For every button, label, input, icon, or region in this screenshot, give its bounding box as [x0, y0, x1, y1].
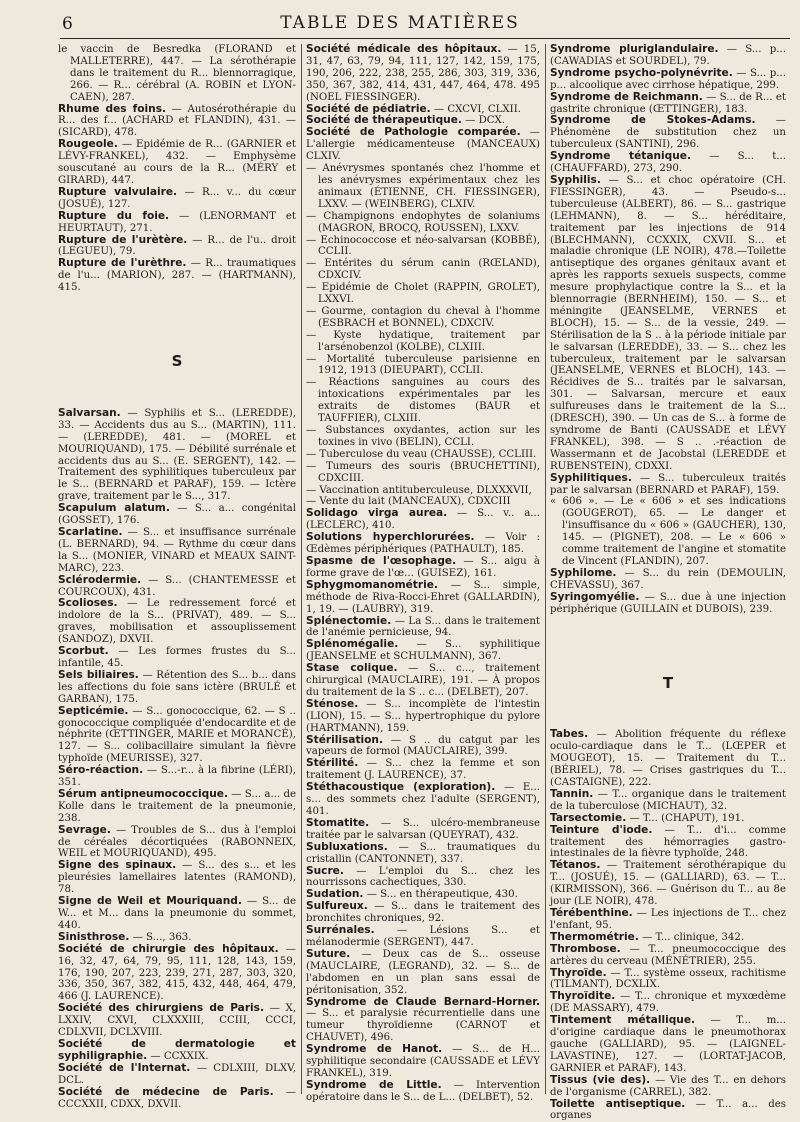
index-text: — Mortalité tuberculeuse parisienne en 1912, 1913 (DIEUPART), CCLII. [306, 354, 540, 377]
index-text: — CDLXIII, DLXV, DCL. [58, 1063, 296, 1086]
index-entry [306, 699, 540, 735]
index-headword: Tétanos. [550, 859, 600, 871]
index-column-1 [58, 44, 296, 1094]
index-headword: Société de l'Internat. [58, 1062, 190, 1074]
index-entry [550, 789, 786, 813]
index-text: — R... de l'u.. droit (LEGUEU), 79. [58, 235, 296, 258]
index-headword: Rupture de l'urètère. [58, 234, 187, 246]
index-entry [550, 1099, 786, 1122]
index-text: — T... a... des organes [550, 1099, 786, 1122]
section-letter-s: S [58, 356, 296, 368]
index-headword: Tissus (vie des). [550, 1074, 650, 1086]
index-headword: Syndrome de Reichmann. [550, 91, 703, 103]
index-entry [306, 901, 540, 925]
index-entry [58, 789, 296, 825]
index-text: — Lésions S... et mélanodermie (SERGENT), 447. [306, 925, 540, 948]
index-headword: Salvarsan. [58, 407, 121, 419]
index-headword: Thermométrie. [550, 931, 639, 943]
index-entry [550, 825, 786, 861]
index-text: — T... chronique et myxœdème (DE MASSARY), 479. [550, 991, 786, 1014]
index-text: — Abolition fréquente du réflexe oculo-cardiaque dans le T... (LŒPER et MOUGEOT), 15. — Traitement du T... (BÉRIEL), 78. — Crises gastriques du T... (CASTAIGNE), 222. [550, 729, 786, 788]
index-headword: Spasme de l'œsophage. [306, 555, 456, 567]
index-text: — T... m... d'origine cardiaque dans le pneumothorax gauche (GALLIARD), 95. — (LAIGNEL-LAVASTINE), 127. — (LORTAT-JACOB, GARNIER et PARAF), 143. [550, 1015, 786, 1074]
index-text: — S... chez la femme et son traitement (J. LAURENCE), 37. [306, 758, 540, 781]
index-text: — S... ulcéro-membraneuse traitée par le salvarsan (QUEYRAT), 432. [306, 818, 540, 841]
index-text: — S... de R... et gastrite chronique (ŒTTINGER), 183. [550, 92, 786, 115]
index-text: — S... du rein (DEMOULIN, CHEVASSU), 367. [550, 568, 786, 591]
index-entry [58, 1039, 296, 1063]
index-entry [550, 44, 786, 68]
index-entry [306, 508, 540, 532]
index-entry [550, 991, 786, 1015]
index-text: « 606 ». — Le « 606 » et ses indications (GOUGEROT), 65. — Le danger et l'insuffisance du « 606 » (GAUCHER), 130, 145. — (PIGNET), 208. — Le « 606 » comme traitement de l'angine et stomatite de Vincent (FLANDIN), 207. [550, 496, 786, 567]
index-headword: Société de chirurgie des hôpitaux. [58, 943, 279, 955]
index-entry [58, 765, 296, 789]
index-entry [550, 592, 786, 616]
index-text: — S... en thérapeutique, 430. [363, 889, 517, 900]
index-text: — La S... dans le traitement de l'anémie pernicieuse, 94. [306, 616, 540, 639]
index-text: — Réactions sanguines au cours des intoxications expérimentales par les extraits de distomes (BAUR et TAUFFIER), CLXIII. [306, 377, 540, 424]
index-entry [550, 1015, 786, 1075]
index-entry [58, 825, 296, 861]
index-headword: Syringomyélie. [550, 591, 639, 603]
index-text: — Tumeurs des souris (BRUCHETTINI), CDXCIII. [306, 461, 540, 484]
index-headword: Syndrome de Little. [306, 1079, 442, 1091]
index-text: — Epidémie de Cholet (RAPPIN, GROLET), LXXVI. [306, 282, 540, 305]
index-text: — S... t... (CHAUFFARD), 273, 290. [550, 151, 786, 174]
index-entry [306, 639, 540, 663]
index-headword: Thrombose. [550, 943, 621, 955]
index-entry [550, 92, 786, 116]
index-headword: Société médicale des hôpitaux. [306, 43, 501, 55]
index-headword: Teinture d'iode. [550, 824, 652, 836]
index-entry [550, 175, 786, 473]
index-text: — S... a... de Kolle dans le traitement de la pneumonie, 238. [58, 789, 296, 824]
index-entry [306, 758, 540, 782]
index-entry [306, 616, 540, 640]
index-text: — Intervention opératoire dans le S... de L... (DELBET), 52. [306, 1080, 540, 1103]
index-text: le vaccin de Besredka (FLORAND et MALLETERRE), 447. — La sérothérapie dans le traitement du R... blennorragique, 266. — R... cérébral (A. ROBIN et LYON-CAEN), 287. [58, 44, 296, 103]
index-text: — S... de H... syphilitique secondaire (CAUSSADE et LÉVY FRANKEL), 319. [306, 1044, 540, 1079]
index-headword: Rupture du foie. [58, 210, 169, 222]
index-text: — 15, 31, 47, 63, 79, 94, 111, 127, 142, 159, 175, 190, 206, 222, 238, 255, 286, 303, 319, 336, 350, 367, 382, 414, 431, 447, 464, 478. 495 (NOEL FIESSINGER). [306, 44, 540, 103]
index-headword: Solutions hyperchlorurées. [306, 531, 475, 543]
index-headword: Rupture valvulaire. [58, 186, 177, 198]
index-headword: Stomatite. [306, 817, 369, 829]
index-text: — S... v.. a... (LECLERC), 410. [306, 508, 540, 531]
index-headword: Sinisthrose. [58, 931, 129, 943]
index-text: — Voir : Œdèmes périphériques (PATHAULT), 185. [306, 532, 540, 555]
index-text: — Syphilis et S... (LEREDDE), 33. — Accidents dus au S... (MARTIN), 111. — (LEREDDE), 481. — (MOREL et MOURIQUAND), 175. — Débilité surrénale et accidents dus au S... (E. SERGENT), 142. — Traitement des syphilitiques tuberculeux par le S... (BERNARD et PARAF), 159. — Ictère grave, traitement par le S..., 317. [58, 408, 296, 502]
index-headword: Sténose. [306, 698, 358, 710]
index-headword: Scorbut. [58, 645, 109, 657]
index-headword: Scapulum alatum. [58, 502, 170, 514]
page-header [0, 0, 800, 40]
index-headword: Thyroïdite. [550, 990, 615, 1002]
index-entry [306, 818, 540, 842]
index-headword: Société de dermatologie et syphiligraphie. [58, 1038, 296, 1062]
index-entry [306, 1044, 540, 1080]
index-entry [306, 211, 540, 235]
index-text: — Epidémie de R... (GARNIER et LÉVY-FRANKEL), 432. — Emphysème souscutané au cours de la R... (MÉRY et GIRARD), 447. [58, 139, 296, 186]
index-text: — S... et paralysie récurrentielle dans une tumeur thyroïdienne (CARNOT et CHAUVET), 496. [306, 1008, 540, 1043]
index-entry [306, 485, 540, 497]
index-text: — Troubles de S... dus à l'emploi de céréales décortiquées (RABONNEIX, WEIL et MOURIQUAND), 495. [58, 825, 296, 860]
index-text: — S... incomplète de l'intestin (LION), 15. — S... hypertrophique du pylore (HARTMANN), 159. [306, 699, 540, 734]
index-entry [58, 503, 296, 527]
index-entry [306, 354, 540, 378]
index-text: — S... simple, méthode de Riva-Rocci-Ehret (GALLARDIN), 1, 19. — (LAUBRY), 319. [306, 580, 540, 615]
index-text: — Traitement sérothérapique du T... (JOSUÉ), 15. — (GALLIARD), 63. — T... (KIRMISSON), 366. — Guérison du T... au 8e jour (LE NOIR), 478. [550, 860, 786, 907]
index-text: — S... et choc opératoire (CH. FIESSINGER), 43. — Pseudo-s... tuberculeuse (ALBERT), 86. — S... gastrique (LEHMANN), 8. — S... héréditaire, traitement par les injections de 914 (BLECHMANN), CCXXIX, CXVII. S... et maladie chronique (LE NOIR), 478.—Toilette antiseptique des organes génitaux avant et après les rapports sexuels suspects, comme mesure prophylactique contre la S... et la blennorragie (BERNHEIM), 150. — S... et méningite (JEANSELME, VERNES et BLOCH), 15. — S... de la vessie, 249. — Stérilisation de la S .. à la période initiale par le salvarsan (LEREDDE), 33. — S... chez les tuberculeux, traitement par le salvarsan (JEANSELME, VERNES et BLOCH), 143. — Récidives de S... traités par le salvarsan, 301. — Salvarsan, mercure et eaux sulfureuses dans le traitement de la S... (DRESCH), 390. — Un cas de S... à forme de syndrome de Banti (CAUSSADE et LÉVY FRANKEL), 398. — S .. .-réaction de Wassermann et de Jacobstal (LEREDDE et RUBENSTEIN), CDXXI. [550, 175, 786, 472]
index-text: — Tuberculose du veau (CHAUSSE), CCLIII. [306, 449, 536, 460]
index-entry [306, 235, 540, 259]
index-headword: Société de médecine de Paris. [58, 1086, 274, 1098]
index-headword: Toilette antiseptique. [550, 1098, 685, 1110]
index-headword: Syndrome de Hanot. [306, 1043, 442, 1055]
index-headword: Sérum antipneumococcique. [58, 788, 228, 800]
index-headword: Solidago virga aurea. [306, 507, 447, 519]
index-text: — S... traumatiques du cristallin (CANTONNET), 337. [306, 842, 540, 865]
index-entry [58, 1063, 296, 1087]
index-text: — S... syphilitique (JEANSELME et SCHULMANN), 367. [306, 639, 540, 662]
index-headword: Syndrome de Claude Bernard-Horner. [306, 996, 540, 1008]
index-text: — CCCXXII, CDXX, DXVII. [58, 1087, 296, 1110]
index-entry [550, 473, 786, 497]
index-entry [550, 860, 786, 908]
index-text: — Vaccination antituberculeuse, DLXXXVII, [306, 485, 532, 496]
index-headword: Société de pédiatrie. [306, 103, 431, 115]
index-text: — CCXXIX. [147, 1051, 208, 1062]
index-entry [58, 598, 296, 646]
index-text: — T... (CHAPUT), 191. [626, 813, 744, 824]
index-headword: Stérilité. [306, 757, 358, 769]
index-entry [306, 282, 540, 306]
index-headword: Signe de Weil et Mouriquand. [58, 895, 242, 907]
index-text: — T... système osseux, rachitisme (TILMANT), DCXLIX. [550, 968, 786, 991]
index-text: — CXCVI, CLXII. [431, 104, 521, 115]
index-entry [306, 782, 540, 818]
index-text: — S... p... p... alcoolique avec cirrhose hépatique, 299. [550, 68, 786, 91]
index-entry [550, 729, 786, 789]
index-entry [306, 44, 540, 104]
index-text: — T... d'i... comme traitement des hémorragies gastro-intestinales de la fièvre typhoïde, 248. [550, 825, 786, 860]
index-text: — S... a... congénital (GOSSET), 176. [58, 503, 296, 526]
index-headword: Signe des spinaux. [58, 859, 176, 871]
index-entry [550, 568, 786, 592]
index-entry [306, 163, 540, 211]
index-entry [306, 842, 540, 866]
index-headword: Tarsectomie. [550, 812, 626, 824]
index-entry [58, 1087, 296, 1111]
index-entry [306, 866, 540, 890]
index-entry [550, 115, 786, 151]
index-entry [58, 408, 296, 503]
index-entry [550, 151, 786, 175]
index-entry [58, 646, 296, 670]
index-text: — Les injections de T... chez l'enfant, 95. [550, 908, 786, 931]
index-text: — S... gonococcique, 62. — S .. gonococcique compliquée d'endocardite et de néphrite (ŒTTINGER, MARIE et MORANCÉ), 127. — S... colibacillaire simulant la fièvre typhoïde (MEURISSE), 327. [58, 706, 296, 765]
index-entry [58, 527, 296, 575]
index-entry [58, 139, 296, 187]
index-entry [58, 211, 296, 235]
index-entry [58, 235, 296, 259]
page-number: 6 [62, 14, 73, 34]
index-headword: Splénomégalie. [306, 638, 398, 650]
index-text: — Le redressement forcé et indolore de la S... (PRIVAT), 489. — S... graves, mobilisation et assouplissement (SANDOZ), DXVII. [58, 598, 296, 645]
index-entry [58, 670, 296, 706]
index-text: — L'allergie médicamenteuse (MANCEAUX) CLXIV. [306, 127, 540, 162]
index-entry [306, 377, 540, 425]
index-text: — S... aigu à forme grave de l'œ... (GUISEZ), 161. [306, 556, 540, 579]
index-entry [58, 187, 296, 211]
index-text: — Entérites du sérum canin (RŒLAND), CDXCIV. [306, 258, 540, 281]
index-headword: Sevrage. [58, 824, 111, 836]
index-text: — R... traumatiques de l'u... (MARION), 287. — (HARTMANN), 415. [58, 258, 296, 293]
index-text: — R... v... du cœur (JOSUÉ), 127. [58, 187, 296, 210]
index-text: — S...-r... à la fibrine (LÉRI), 351. [58, 765, 296, 788]
index-headword: Scarlatine. [58, 526, 123, 538]
index-text: — Echinococcose et néo-salvarsan (KOBBÉ), CCLII. [306, 235, 540, 258]
index-headword: Syphilitiques. [550, 472, 632, 484]
index-headword: Tannin. [550, 788, 593, 800]
index-entry [306, 1080, 540, 1104]
index-entry [306, 735, 540, 759]
index-headword: Sclérodermie. [58, 574, 141, 586]
index-headword: Suture. [306, 948, 350, 960]
index-entry [550, 1075, 786, 1099]
index-entry [306, 449, 540, 461]
index-headword: Tintement métallique. [550, 1014, 695, 1026]
index-headword: Stéthacoustique (exploration). [306, 781, 495, 793]
index-text: — Anévrysmes spontanés chez l'homme et les anévrysmes expérimentaux chez les animaux (ÉTIENNE, CH. FIESSINGER), LXXV. — (WEINBERG), CLXIV. [306, 163, 540, 210]
index-headword: Sulfureux. [306, 900, 368, 912]
index-headword: Stérilisation. [306, 734, 383, 746]
index-entry [306, 997, 540, 1045]
index-headword: Société de thérapeutique. [306, 114, 462, 126]
index-entry [58, 575, 296, 599]
header-rule [60, 38, 790, 39]
index-entry [550, 68, 786, 92]
index-entry [58, 258, 296, 294]
index-text: — Autosérothérapie du R... des f... (ACHARD et FLANDIN), 431. — (SICARD), 478. [58, 104, 296, 139]
index-text: — S... et insuffisance surrénale (L. BERNARD), 94. — Rythme du cœur dans la S... (MONIER, VINARD et MEAUX SAINT-MARC), 223. [58, 527, 296, 574]
index-headword: Séro-réaction. [58, 764, 143, 776]
index-entry [550, 496, 786, 567]
index-text: — Vente du lait (MANCEAUX), CDXCIII [306, 496, 511, 507]
index-text: — E... s... des sommets chez l'adulte (SERGENT), 401. [306, 782, 540, 817]
index-entry [306, 127, 540, 163]
index-column-3 [550, 44, 786, 1094]
index-headword: Scolioses. [58, 597, 118, 609]
index-entry [306, 925, 540, 949]
index-headword: Subluxations. [306, 841, 388, 853]
index-text: — S... dans le traitement des bronchites chroniques, 92. [306, 901, 540, 924]
index-entry [306, 306, 540, 330]
index-headword: Térébenthine. [550, 907, 633, 919]
column-divider [301, 44, 302, 1094]
index-headword: Splénectomie. [306, 615, 391, 627]
index-headword: Surrénales. [306, 924, 375, 936]
index-text: — Phénomène de substitution chez un tuberculeux (SANTINI), 296. [550, 115, 786, 150]
index-entry [58, 44, 296, 104]
index-entry [58, 1003, 296, 1039]
index-entry [306, 532, 540, 556]
index-headword: Sphygmomanométrie. [306, 579, 438, 591]
index-headword: Rougeole. [58, 138, 118, 150]
index-entry [58, 706, 296, 766]
index-headword: Syndrome pluriglandulaire. [550, 43, 719, 55]
section-letter-t: T [550, 678, 786, 690]
index-entry [58, 944, 296, 1004]
index-entry [306, 425, 540, 449]
index-entry [550, 968, 786, 992]
index-entry [306, 580, 540, 616]
index-entry [306, 663, 540, 699]
index-entry [58, 104, 296, 140]
index-text: — Deux cas de S... osseuse (MAUCLAIRE, (LEGRAND), 32. — S... de l'abdomen en un plan sans essai de péritonisation, 352. [306, 949, 540, 996]
index-text: — Vie des T... en dehors de l'organisme (CARREL), 382. [550, 1075, 786, 1098]
index-text: — T... clinique, 342. [639, 932, 744, 943]
index-entry [550, 908, 786, 932]
index-text: — S... (CHANTEMESSE et COURCOUX), 431. [58, 575, 296, 598]
index-text: — Kyste hydatique, traitement par l'arsénobenzol (KOLBE), CLXIII. [306, 330, 540, 353]
index-text: — S..., 363. [129, 932, 191, 943]
index-entry [58, 860, 296, 896]
index-text: — DCX. [462, 115, 505, 126]
index-text: — S .. du catgut par les vapeurs de formol (MAUCLAIRE), 399. [306, 735, 540, 758]
index-headword: Syphilome. [550, 567, 616, 579]
index-text: — Substances oxydantes, action sur les toxines in vivo (BELIN), CCLI. [306, 425, 540, 448]
index-text: — Gourme, contagion du cheval à l'homme (ESBRACH et BONNEL), CDXCIV. [306, 306, 540, 329]
index-text: — L'emploi du S... chez les nourrissons cachectiques, 330. [306, 866, 540, 889]
index-headword: Septicémie. [58, 705, 128, 717]
index-headword: Stase colique. [306, 662, 398, 674]
index-headword: Rhume des foins. [58, 103, 166, 115]
index-headword: Thyroïde. [550, 967, 607, 979]
index-headword: Syndrome de Stokes-Adams. [550, 114, 756, 126]
index-headword: Société des chirurgiens de Paris. [58, 1002, 264, 1014]
index-entry [550, 944, 786, 968]
index-text: — Rétention des S... b... dans les affections du foie sans ictère (BRULÉ et GARBAN), 175. [58, 670, 296, 705]
index-headword: Société de Pathologie comparée. [306, 126, 521, 138]
index-text: — 16, 32, 47, 64, 79, 95, 111, 128, 143, 159, 176, 190, 207, 223, 239, 271, 287, 303, 320, 336, 350, 367, 382, 415, 432, 448, 464, 479, 466 (J. LAURENCE). [58, 944, 296, 1003]
index-headword: Sels biliaires. [58, 669, 139, 681]
index-text: — S... de W... et M... dans la pneumonie du sommet, 440. [58, 896, 296, 931]
index-text: — S... des s... et les pleurésies lamellaires latentes (RAMOND), 78. [58, 860, 296, 895]
index-entry [306, 556, 540, 580]
index-text: — Les formes frustes du S... infantile, 45. [58, 646, 296, 669]
index-headword: Syndrome tétanique. [550, 150, 691, 162]
index-headword: Sucre. [306, 865, 344, 877]
index-text: — S... p... (CAWADIAS et SOURDEL), 79. [550, 44, 786, 67]
index-text: — Champignons endophytes de solaniums (MAGRON, BROCQ, ROUSSEN), LXXV. [306, 211, 540, 234]
index-headword: Sudation. [306, 888, 363, 900]
index-headword: Syphilis. [550, 174, 601, 186]
index-headword: Rupture de l'urèthre. [58, 257, 186, 269]
index-entry [306, 258, 540, 282]
index-text: — S... tuberculeux traités par le salvarsan (BERNARD et PARAF), 159. [550, 473, 786, 496]
running-title: TABLE DES MATIÈRES [0, 13, 800, 33]
index-text: — (LENORMANT et HEURTAUT), 271. [58, 211, 296, 234]
index-entry [306, 330, 540, 354]
index-text: — S... due à une injection périphérique (GUILLAIN et DUBOIS), 239. [550, 592, 786, 615]
index-headword: Tabes. [550, 728, 588, 740]
index-entry [306, 461, 540, 485]
index-text: — T... pneumococcique des artères du cerveau (MÉNÉTRIER), 255. [550, 944, 786, 967]
index-entry [306, 949, 540, 997]
index-headword: Syndrome psycho-polynévrite. [550, 67, 733, 79]
index-column-2 [306, 44, 540, 1094]
index-text: — X, LXXIV, CXVI, CLXXXIII, CCIII, CCCI, CDLXVII, DCLXVIII. [58, 1003, 296, 1038]
index-text: — T... organique dans le traitement de la tuberculose (MICHAUT), 32. [550, 789, 786, 812]
index-text: — S... c..., traitement chirurgical (MAUCLAIRE), 191. — À propos du traitement de la S .. c... (DELBET), 207. [306, 663, 540, 698]
column-divider [545, 44, 546, 1094]
index-entry [58, 896, 296, 932]
